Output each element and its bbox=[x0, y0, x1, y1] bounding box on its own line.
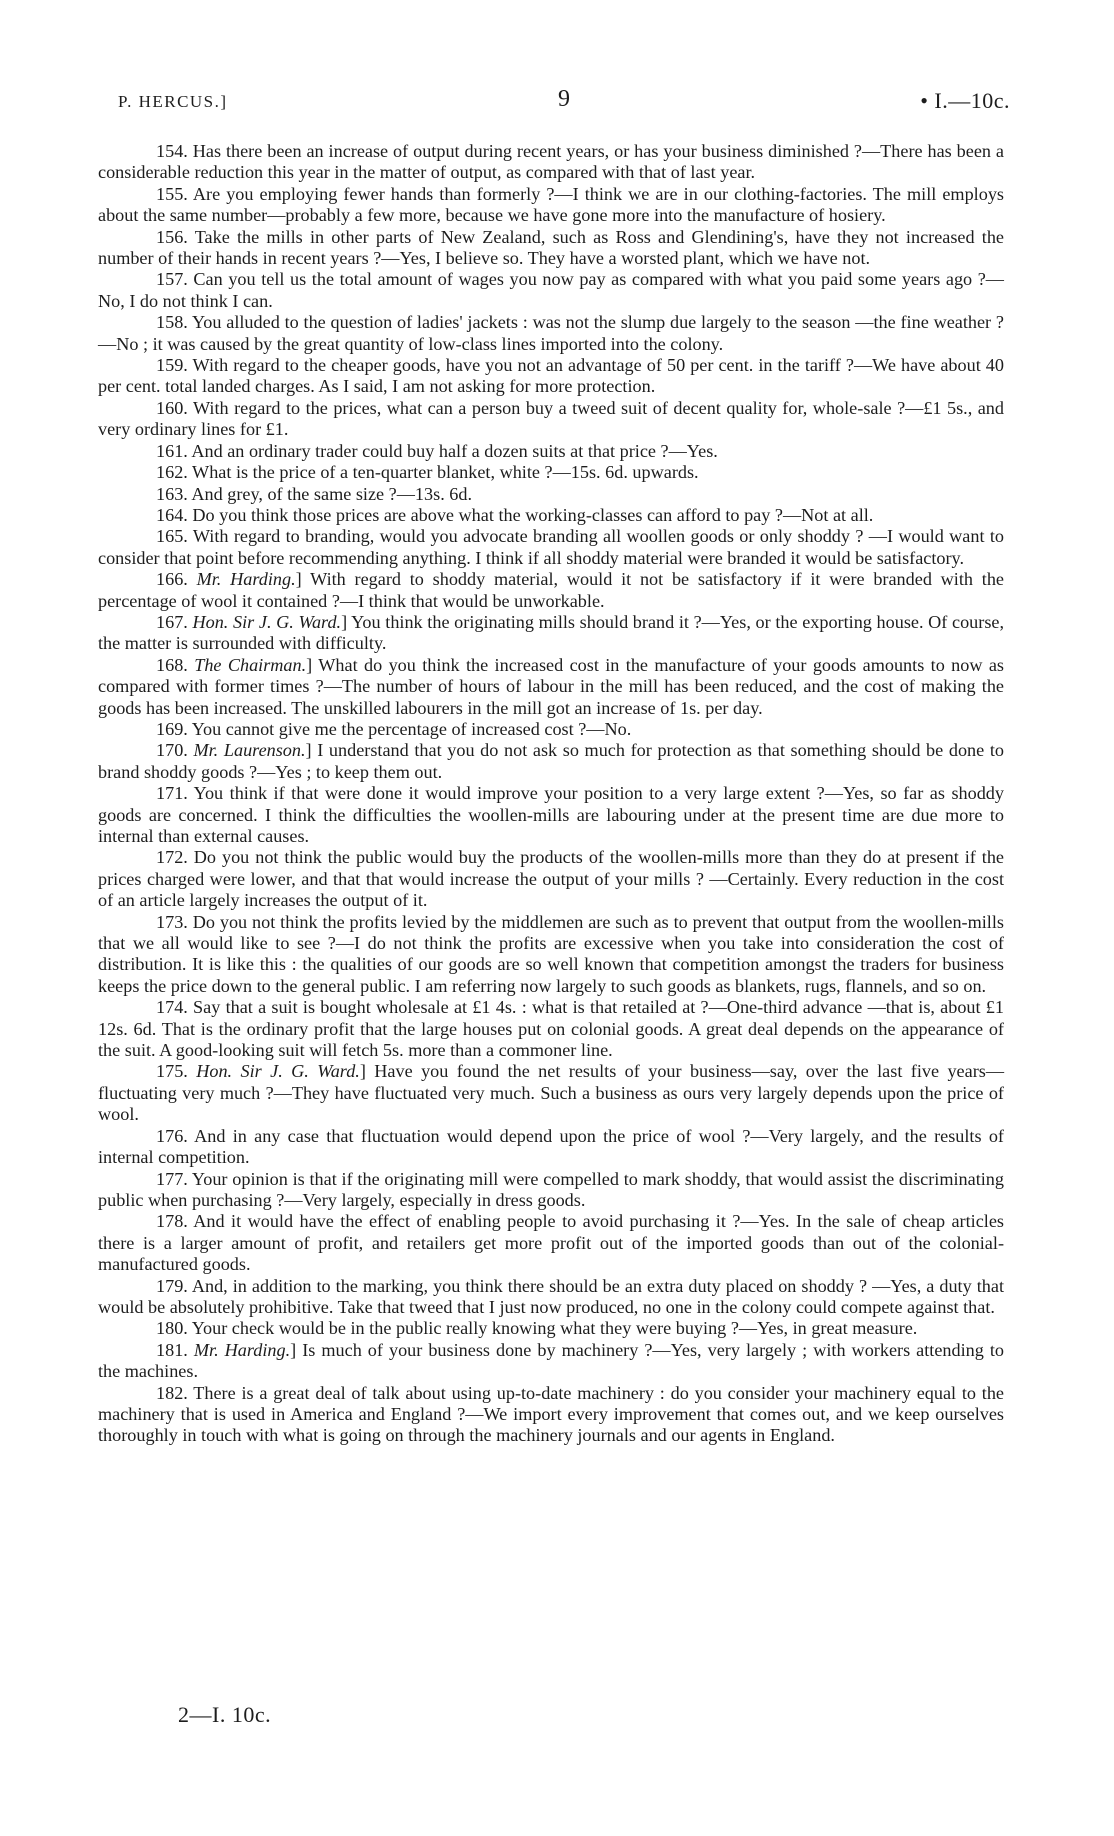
testimony-paragraph bbox=[98, 612, 1004, 655]
question-and-answer-text: You think if that were done it would improve your position to a very large extent ?—Yes, so far as shoddy goods are concerned. I think the difficulties the woollen-mills are labouring under at the present time are due more to internal than external causes. bbox=[98, 783, 1004, 846]
testimony-paragraph bbox=[98, 1061, 1004, 1125]
signature-mark: 2—I. 10c. bbox=[178, 1702, 272, 1727]
question-number: 163. bbox=[156, 483, 188, 504]
question-number: 180. bbox=[156, 1318, 188, 1339]
testimony-paragraph bbox=[98, 1276, 1004, 1319]
question-and-answer-text: Are you employing fewer hands than formerly ?—I think we are in our clothing-factories. The mill employs about the same number—probably a few more, because we have gone more into the manufacture of hosiery. bbox=[98, 183, 1004, 226]
testimony-paragraph bbox=[98, 398, 1004, 441]
question-and-answer-text: ] Have you found the net results of your business—say, over the last five years—fluctuating very much ?—They have fluctuated very much. Such a business as ours very largely depends upon the price of wool. bbox=[98, 1061, 1005, 1125]
testimony-paragraph bbox=[98, 312, 1004, 355]
question-number: 162. bbox=[156, 462, 188, 483]
question-number: 161. bbox=[156, 440, 188, 461]
speaker-name: Mr. Harding. bbox=[193, 1339, 291, 1360]
header-paper-reference: • I.—10c. bbox=[920, 88, 1010, 113]
testimony-paragraph bbox=[98, 484, 1004, 505]
question-number: 156. bbox=[156, 226, 188, 247]
testimony-paragraph bbox=[98, 997, 1004, 1061]
testimony-paragraph bbox=[98, 505, 1004, 526]
question-and-answer-text: Can you tell us the total amount of wages you now pay as compared with what you paid some years ago ?—No, I do not think I can. bbox=[98, 269, 1004, 311]
testimony-paragraph bbox=[98, 655, 1004, 719]
question-and-answer-text: And, in addition to the marking, you think there should be an extra duty placed on shoddy ? —Yes, a duty that would be absolutely prohibitive. Take that tweed that I just now produced, no one in the colony could compete against that. bbox=[98, 1275, 1004, 1317]
question-and-answer-text: And grey, of the same size ?—13s. 6d. bbox=[187, 483, 473, 504]
question-number: 159. bbox=[156, 355, 188, 376]
header-witness-name: P. HERCUS.] bbox=[118, 92, 228, 111]
question-and-answer-text: Do you not think the profits levied by the middlemen are such as to prevent that output from the woollen-mills that we all would like to see ?—I do not think the profits are excessive when you take into consideration the cost of distribution. It is like this : the qualities of our goods are so well known that competition amongst the traders for business keeps the price down to the general public. I am referring now largely to such goods as blankets, rugs, flannels, and so on. bbox=[98, 911, 1004, 996]
question-and-answer-text: Has there been an increase of output during recent years, or has your business diminished ?—There has been a considerable reduction this year in the matter of output, as compared with that of last year. bbox=[98, 141, 1004, 183]
question-number: 176. bbox=[156, 1125, 188, 1146]
testimony-paragraph bbox=[98, 1169, 1004, 1212]
testimony-paragraph bbox=[98, 355, 1004, 398]
testimony-paragraph bbox=[98, 783, 1004, 847]
question-number: 169. bbox=[156, 718, 188, 739]
question-number: 158. bbox=[156, 312, 188, 333]
testimony-paragraph bbox=[98, 184, 1004, 227]
testimony-body bbox=[98, 141, 1004, 1447]
question-number: 167. bbox=[156, 611, 188, 632]
question-number: 181. bbox=[156, 1339, 188, 1360]
testimony-paragraph bbox=[98, 1340, 1004, 1383]
question-and-answer-text: ] You think the originating mills should brand it ?—Yes, or the exporting house. Of course, the matter is surrounded with difficulty. bbox=[98, 611, 1005, 654]
question-and-answer-text: ] What do you think the increased cost in the manufacture of your goods amounts to now as compared with former times ?—The number of hours of labour in the mill has been reduced, and the cost of making the goods has been increased. The unskilled labourers in the mill got an increase of 1s. per day. bbox=[98, 654, 1004, 718]
question-number: 166. bbox=[156, 569, 188, 590]
question-and-answer-text: You alluded to the question of ladies' jackets : was not the slump due largely to the season —the fine weather ?—No ; it was caused by the great quantity of low-class lines imported into the colony. bbox=[98, 312, 1004, 354]
question-and-answer-text: With regard to branding, would you advocate branding all woollen goods or only shoddy ? —I would want to consider that point before recommending anything. I think if all shoddy material were branded it would be satisfactory. bbox=[98, 526, 1004, 568]
question-number: 171. bbox=[156, 783, 188, 804]
question-and-answer-text: With regard to the cheaper goods, have you not an advantage of 50 per cent. in the tariff ?—We have about 40 per cent. total landed charges. As I said, I am not asking for more protection. bbox=[98, 355, 1004, 397]
question-and-answer-text: And it would have the effect of enabling people to avoid purchasing it ?—Yes. In the sale of cheap articles there is a larger amount of profit, and retailers get more profit out of the imported goods than out of the colonial-manufactured goods. bbox=[98, 1211, 1004, 1275]
speaker-name: Mr. Laurenson. bbox=[193, 740, 306, 761]
question-and-answer-text: And in any case that fluctuation would depend upon the price of wool ?—Very largely, and the results of internal competition. bbox=[98, 1125, 1004, 1168]
testimony-paragraph bbox=[98, 269, 1004, 312]
question-and-answer-text: There is a great deal of talk about using up-to-date machinery : do you consider your machinery equal to the machinery that is used in America and England ?—We import every improvement that comes out, and we keep ourselves thoroughly in touch with what is going on through the machinery journals and our agents in England. bbox=[98, 1382, 1004, 1446]
question-and-answer-text: With regard to the prices, what can a person buy a tweed suit of decent quality for, whole-sale ?—£1 5s., and very ordinary lines for £1. bbox=[98, 397, 1004, 440]
testimony-paragraph bbox=[98, 740, 1004, 783]
testimony-paragraph bbox=[98, 141, 1004, 184]
question-number: 155. bbox=[156, 183, 188, 204]
question-and-answer-text: Do you think those prices are above what the working-classes can afford to pay ?—Not at all. bbox=[187, 504, 874, 525]
question-number: 160. bbox=[156, 397, 188, 418]
question-and-answer-text: ] I understand that you do not ask so much for protection as that something should be done to brand shoddy goods ?—Yes ; to keep them out. bbox=[98, 740, 1004, 782]
question-number: 164. bbox=[156, 504, 188, 525]
testimony-paragraph bbox=[98, 912, 1004, 998]
question-number: 172. bbox=[156, 847, 188, 868]
testimony-paragraph bbox=[98, 1383, 1004, 1447]
question-number: 170. bbox=[156, 740, 188, 761]
question-and-answer-text: ] With regard to shoddy material, would it not be satisfactory if it were branded with the percentage of wool it contained ?—I think that would be unworkable. bbox=[98, 569, 1004, 611]
question-and-answer-text: Say that a suit is bought wholesale at £1 4s. : what is that retailed at ?—One-third advance —that is, about £1 12s. 6d. That is the ordinary profit that the large houses put on colonial goods. A great deal depends on the appearance of the suit. A good-looking suit will fetch 5s. more than a commoner line. bbox=[98, 997, 1004, 1061]
testimony-paragraph bbox=[98, 1126, 1004, 1169]
question-number: 178. bbox=[156, 1211, 188, 1232]
testimony-paragraph bbox=[98, 1318, 1004, 1339]
question-number: 182. bbox=[156, 1382, 188, 1403]
testimony-paragraph bbox=[98, 1211, 1004, 1275]
question-and-answer-text: What is the price of a ten-quarter blanket, white ?—15s. 6d. upwards. bbox=[187, 462, 699, 483]
question-and-answer-text: Take the mills in other parts of New Zealand, such as Ross and Glendining's, have they not increased the number of their hands in recent years ?—Yes, I believe so. They have a worsted plant, which we have not. bbox=[98, 226, 1004, 269]
question-and-answer-text: You cannot give me the percentage of increased cost ?—No. bbox=[187, 718, 632, 739]
page-number: 9 bbox=[558, 86, 570, 112]
question-and-answer-text: And an ordinary trader could buy half a dozen suits at that price ?—Yes. bbox=[187, 440, 718, 461]
question-number: 157. bbox=[156, 269, 188, 290]
question-number: 179. bbox=[156, 1275, 188, 1296]
speaker-name: The Chairman. bbox=[194, 654, 307, 675]
testimony-paragraph bbox=[98, 847, 1004, 911]
question-number: 173. bbox=[156, 911, 188, 932]
question-number: 174. bbox=[156, 997, 188, 1018]
testimony-paragraph bbox=[98, 569, 1004, 612]
question-number: 175. bbox=[156, 1061, 188, 1082]
speaker-name: Hon. Sir J. G. Ward. bbox=[192, 611, 342, 632]
testimony-paragraph bbox=[98, 526, 1004, 569]
question-number: 165. bbox=[156, 526, 188, 547]
testimony-paragraph bbox=[98, 462, 1004, 483]
question-number: 177. bbox=[156, 1168, 188, 1189]
question-and-answer-text: ] Is much of your business done by machinery ?—Yes, very largely ; with workers attending to the machines. bbox=[98, 1339, 1005, 1382]
page-header bbox=[118, 86, 1010, 122]
speaker-name: Mr. Harding. bbox=[196, 569, 296, 590]
testimony-paragraph bbox=[98, 441, 1004, 462]
testimony-paragraph bbox=[98, 719, 1004, 740]
question-number: 154. bbox=[156, 141, 188, 161]
testimony-paragraph bbox=[98, 227, 1004, 270]
question-number: 168. bbox=[156, 654, 188, 675]
question-and-answer-text: Your opinion is that if the originating mill were compelled to mark shoddy, that would assist the discriminating public when purchasing ?—Very largely, especially in dress goods. bbox=[98, 1168, 1004, 1210]
speaker-name: Hon. Sir J. G. Ward. bbox=[196, 1061, 360, 1082]
question-and-answer-text: Do you not think the public would buy the products of the woollen-mills more than they do at present if the prices charged were lower, and that that would increase the output of your mills ? —Certainly. Every reduction in the cost of an article largely increases the output of it. bbox=[98, 847, 1004, 911]
question-and-answer-text: Your check would be in the public really knowing what they were buying ?—Yes, in great measure. bbox=[187, 1318, 918, 1339]
